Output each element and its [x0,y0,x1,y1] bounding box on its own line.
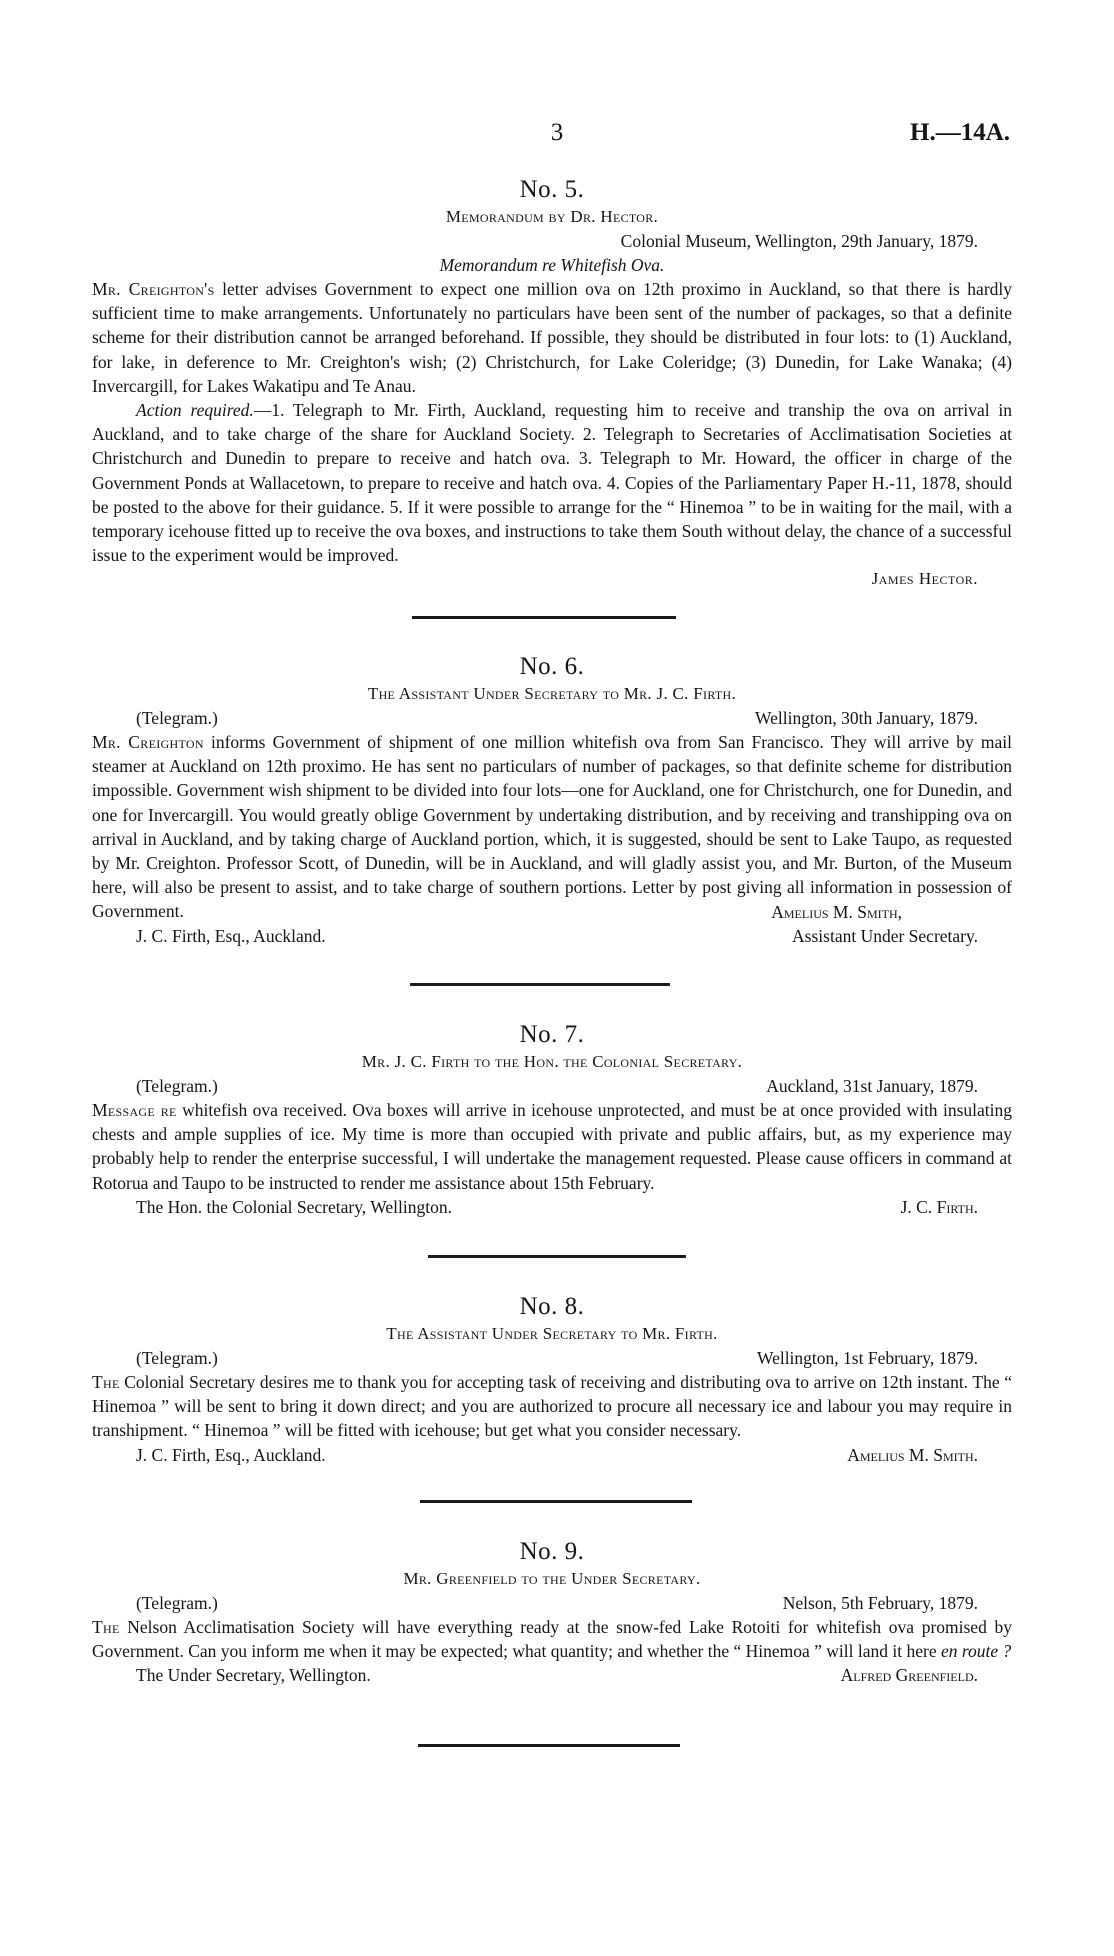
lead-words: Mr. Creighton's [92,279,215,299]
section-divider [428,1255,686,1258]
telegram-label: (Telegram.) [136,708,218,728]
lead-words: Action required. [136,400,254,421]
signature: Alfred Greenfield. [840,1665,978,1686]
lead-words: Message re [92,1100,177,1120]
memo-paragraph-1: Mr. Creighton's letter advises Government to expect one million ova on 12th proximo in Auckland, so that there is hardly sufficient time to make arrangements. Unfortunately no particulars have been sent of the number of packages, so that a definite scheme for their distribution cannot be arranged beforehand. If possible, they should be distributed in four lots: to (1) Auckland, for lake, in deference to Mr. Creighton's wish; (2) Christchurch, for Lake Coleridge; (3) Dunedin, for Lake Wanaka; (4) Invercargill, for Lakes Wakatipu and Te Anau. [92,279,1013,396]
memorandum-subtitle: Memorandum re Whitefish Ova. [439,255,665,275]
lead-words: The [92,1617,120,1637]
telegram-body: The Nelson Acclimatisation Society will have everything ready at the snow-fed Lake Rotoiti for whitefish ova promised by Government. Can you inform me when it may be expected; what quantity; and whether the “ Hinemoa ” will land it here en route ? [92,1617,1012,1662]
section-number: No. 5. [519,176,585,203]
section-heading: The Assistant Under Secretary to Mr. J. C. Firth. [367,684,737,703]
addressee-line [92,1663,1012,1687]
place-date: Nelson, 5th February, 1879. [782,1593,978,1613]
signatory-title: Assistant Under Secretary. [792,925,978,946]
section-heading: Mr. Greenfield to the Under Secretary. [403,1569,701,1588]
signature-line [92,900,1012,924]
addressee-line [92,1443,1012,1467]
section-divider [418,1744,680,1747]
section-no-8 [92,1292,1012,1467]
signature: James Hector. [871,569,978,589]
telegram-line [92,1346,1012,1370]
telegram-line [92,1591,1012,1615]
telegram-line [92,1074,1012,1098]
section-no-6 [92,652,1012,948]
section-no-7 [92,1020,1012,1219]
section-divider [420,1500,692,1503]
telegram-body: Mr. Creighton informs Government of shipment of one million whitefish ova from San Francisco. They will arrive by mail steamer at Auckland on 12th proximo. He has sent no particulars of number of packages, so that definite scheme for distribution impossible. Government wish shipment to be divided into four lots—one for Auckland, one for Christchurch, one for Dunedin, and one for Invercargill. You would greatly oblige Government by undertaking distribution, and by receiving and transhipping ova on arrival in Auckland, and by taking charge of Auckland portion, which, it is suggested, should be sent to Lake Taupo, as requested by Mr. Creighton. Professor Scott, of Dunedin, will be in Auckland, and will gladly assist you, and Mr. Burton, of the Museum here, will also be present to assist, and to take charge of southern portions. Letter by post giving all information in possession of Government. [92,732,1013,922]
telegram-body: The Colonial Secretary desires me to thank you for accepting task of receiving and distributing ova to arrive on 12th instant. The “ Hinemoa ” will be sent to bring it down direct; and you are authorized to procure all necessary ice and labour you may require in transhipment. “ Hinemoa ” will be fitted with icehouse; but get what you consider necessary. [92,1372,1012,1441]
telegram-label: (Telegram.) [136,1348,218,1368]
signature: Amelius M. Smith. [847,1444,978,1465]
telegram-body: Message re whitefish ova received. Ova boxes will arrive in icehouse unprotected, and must be at once provided with insulating chests and ample supplies of ice. My time is more than occupied with private and public affairs, but, as my experience may probably help to render the enterprise successful, I will undertake the management requested. Please cause officers in command at Rotorua and Taupo to be instructed to render me assistance about 15th February. [92,1100,1013,1193]
addressee-line [92,924,1012,948]
addressee-line [92,1195,1012,1219]
place-date: Colonial Museum, Wellington, 29th January, 1879. [620,231,978,251]
section-heading: Memorandum by Dr. Hector. [445,207,659,226]
section-divider [410,983,670,986]
place-date: Auckland, 31st January, 1879. [766,1076,978,1096]
memo-paragraph-2: Action required.—1. Telegraph to Mr. Firth, Auckland, requesting him to receive and tranship the ova on arrival in Auckland, and to take charge of the share for Auckland Society. 2. Telegraph to Secretaries of Acclimatisation Societies at Christchurch and Dunedin to prepare to receive and hatch ova. 3. Telegraph to Mr. Howard, the officer in charge of the Government Ponds at Wallacetown, to prepare to receive and hatch ova. 4. Copies of the Parliamentary Paper H.-11, 1878, should be posted to the above for their guidance. 5. If it were possible to arrange for the “ Hinemoa ” to be in waiting for the mail, with a temporary icehouse fitted up to receive the ova boxes, and instructions to take them South without delay, the chance of a successful issue to the experiment would be improved. [92,400,1012,566]
section-no-5 [92,175,1012,591]
section-number: No. 9. [519,1538,585,1565]
document-code: H.—14A. [910,119,1010,146]
signature: J. C. Firth. [900,1196,978,1217]
place-date: Wellington, 1st February, 1879. [756,1348,978,1368]
section-no-9 [92,1537,1012,1687]
section-number: No. 7. [519,1021,585,1048]
addressee: The Hon. the Colonial Secretary, Wellington. [136,1196,452,1217]
telegram-label: (Telegram.) [136,1593,218,1613]
page-number: 3 [550,119,564,146]
section-number: No. 6. [519,653,585,680]
addressee: J. C. Firth, Esq., Auckland. [136,925,326,946]
addressee: The Under Secretary, Wellington. [136,1665,371,1686]
signature: Amelius M. Smith, [771,901,902,922]
section-number: No. 8. [519,1293,585,1320]
addressee: J. C. Firth, Esq., Auckland. [136,1444,326,1465]
lead-words: Mr. Creighton [92,732,204,752]
section-divider [412,616,676,619]
section-heading: The Assistant Under Secretary to Mr. Firth. [386,1324,718,1343]
section-heading: Mr. J. C. Firth to the Hon. the Colonial Secretary. [361,1052,743,1071]
place-date: Wellington, 30th January, 1879. [755,708,978,728]
telegram-line [92,706,1012,730]
lead-words: The [92,1372,120,1392]
telegram-label: (Telegram.) [136,1076,218,1096]
